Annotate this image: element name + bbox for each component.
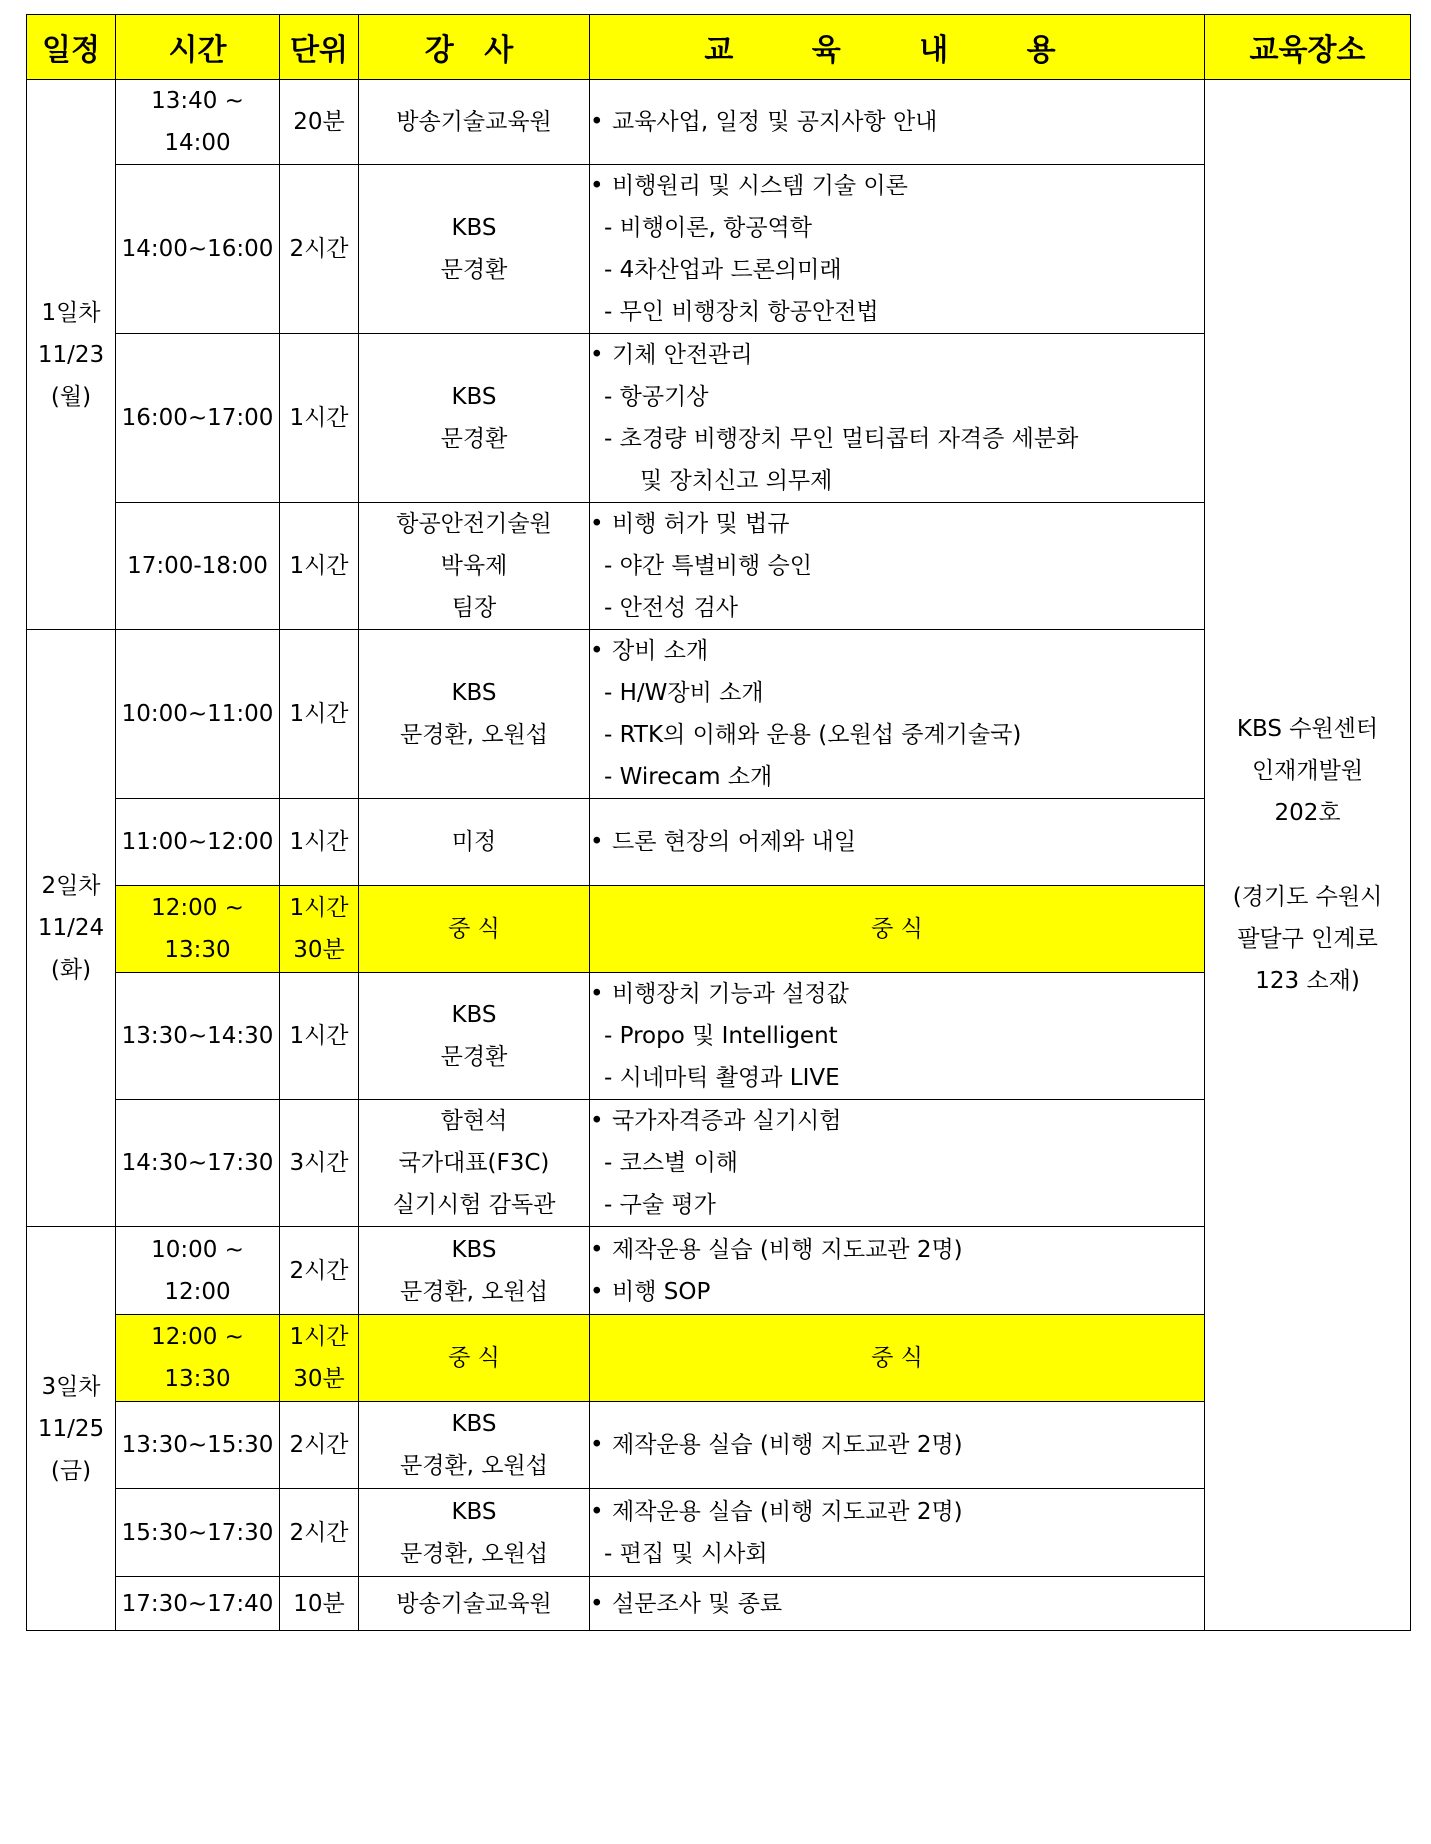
instructor-line: 문경환, 오원섭: [400, 722, 548, 748]
location-line: (경기도 수원시: [1232, 884, 1383, 910]
time-cell: 15:30~17:30: [116, 1489, 280, 1577]
instructor-line: 중 식: [448, 916, 500, 942]
content-bullet: • 비행장치 기능과 설정값: [590, 973, 1204, 1015]
day-label: [27, 1227, 116, 1631]
content-subitem: - 무인 비행장치 항공안전법: [590, 291, 1204, 333]
table-row: [27, 1577, 1411, 1631]
instructor-line: 문경환, 오원섭: [400, 1540, 548, 1567]
instructor-line: 문경환, 오원섭: [400, 1278, 548, 1305]
instructor-cell: [359, 334, 590, 503]
content-cell: [590, 630, 1205, 799]
content-subitem: - 안전성 검사: [590, 587, 1204, 629]
instructor-cell: [359, 165, 590, 334]
time-cell: 13:30~14:30: [116, 973, 280, 1100]
day-label-line: 3일차: [41, 1373, 101, 1400]
content-bullet: • 제작운용 실습 (비행 지도교관 2명): [590, 1229, 1204, 1271]
unit-cell: [280, 334, 359, 503]
instructor-line: 문경환, 오원섭: [400, 1453, 548, 1479]
time-cell: 16:00~17:00: [116, 334, 280, 503]
content-bullet: • 설문조사 및 종료: [590, 1583, 1204, 1625]
content-cell: [590, 1100, 1205, 1227]
location-line: KBS 수원센터: [1236, 716, 1379, 742]
time-cell: 12:00 ~ 13:30: [116, 1315, 280, 1402]
day-label-line: (월): [50, 383, 92, 410]
instructor-line: 문경환: [440, 1044, 508, 1070]
instructor-line: KBS: [451, 1236, 497, 1263]
instructor-line: 국가대표(F3C): [398, 1150, 550, 1176]
content-cell: [590, 503, 1205, 630]
content-bullet: • 교육사업, 일정 및 공지사항 안내: [590, 101, 1204, 143]
day-label-line: 2일차: [41, 873, 101, 899]
instructor-line: 항공안전기술원: [396, 511, 552, 537]
table-row: [27, 503, 1411, 630]
header-instructor: 강 사: [359, 15, 590, 80]
unit-cell: [280, 1315, 359, 1402]
table-row: [27, 1402, 1411, 1489]
header-time: 시간: [116, 15, 280, 80]
header-schedule: 일정: [27, 15, 116, 80]
schedule-table: [26, 14, 1411, 1631]
unit-cell: [280, 1489, 359, 1577]
instructor-line: 방송기술교육원: [396, 109, 552, 135]
table-row: [27, 1227, 1411, 1315]
content-subitem: - RTK의 이해와 운용 (오원섭 중계기술국): [590, 714, 1204, 756]
content-bullet: • 국가자격증과 실기시험: [590, 1100, 1204, 1142]
content-bullet: • 비행 허가 및 법규: [590, 503, 1204, 545]
location-line: [1205, 834, 1410, 876]
instructor-cell: [359, 799, 590, 886]
content-cell: 중 식: [590, 1315, 1205, 1402]
unit-line: 3시간: [289, 1150, 349, 1176]
unit-cell: [280, 80, 359, 165]
table-row: [27, 165, 1411, 334]
instructor-line: KBS: [451, 215, 497, 241]
instructor-line: KBS: [451, 1498, 497, 1525]
unit-line: 1시간: [289, 1023, 349, 1049]
unit-cell: [280, 1577, 359, 1631]
content-subitem: - 초경량 비행장치 무인 멀티콥터 자격증 세분화: [590, 418, 1204, 460]
content-cell: [590, 799, 1205, 886]
content-cell: [590, 1577, 1205, 1631]
instructor-line: KBS: [451, 680, 497, 706]
location-cell: [1205, 80, 1411, 1631]
content-subitem: - 편집 및 시사회: [590, 1533, 1204, 1575]
content-subitem: - 비행이론, 항공역학: [590, 207, 1204, 249]
instructor-cell: [359, 1489, 590, 1577]
instructor-cell: [359, 1227, 590, 1315]
content-cell: [590, 334, 1205, 503]
instructor-line: 문경환: [440, 257, 508, 283]
content-continuation: 및 장치신고 의무제: [640, 468, 833, 494]
instructor-line: KBS: [451, 384, 497, 410]
day-label-line: 11/23: [37, 341, 105, 368]
unit-line: 30분: [293, 1366, 345, 1392]
location-line: 인재개발원: [1251, 758, 1364, 784]
unit-line: 1시간: [289, 829, 349, 855]
schedule-body: [27, 80, 1411, 1631]
time-cell: 13:40 ~ 14:00: [116, 80, 280, 165]
table-row: [27, 334, 1411, 503]
unit-cell: [280, 630, 359, 799]
content-bullet: • 제작운용 실습 (비행 지도교관 2명): [590, 1491, 1204, 1533]
content-subitem: - 4차산업과 드론의미래: [590, 249, 1204, 291]
unit-line: 1시간: [289, 1324, 349, 1350]
header-unit: 단위: [280, 15, 359, 80]
unit-cell: [280, 973, 359, 1100]
lunch-row: [27, 1315, 1411, 1402]
content-subitem: - Propo 및 Intelligent: [590, 1015, 1204, 1057]
content-cell: [590, 973, 1205, 1100]
instructor-cell: [359, 503, 590, 630]
time-cell: 11:00~12:00: [116, 799, 280, 886]
time-cell: 12:00 ~ 13:30: [116, 886, 280, 973]
unit-line: 1시간: [289, 553, 349, 579]
unit-line: 1시간: [289, 405, 349, 431]
unit-line: 30분: [293, 937, 345, 963]
unit-cell: [280, 165, 359, 334]
table-row: [27, 1489, 1411, 1577]
time-cell: 14:00~16:00: [116, 165, 280, 334]
day-label: [27, 630, 116, 1227]
unit-line: 2시간: [289, 1432, 349, 1458]
unit-line: 20분: [293, 109, 345, 135]
day-label-line: 1일차: [41, 299, 101, 326]
table-row: [27, 1100, 1411, 1227]
instructor-line: 박육제: [440, 553, 508, 579]
instructor-line: KBS: [451, 1411, 497, 1437]
instructor-line: 미정: [451, 829, 497, 855]
content-cell: [590, 165, 1205, 334]
instructor-cell: [359, 1315, 590, 1402]
header-location: 교육장소: [1205, 15, 1411, 80]
instructor-line: 방송기술교육원: [396, 1590, 552, 1617]
unit-line: 2시간: [289, 1519, 349, 1546]
content-cell: [590, 1489, 1205, 1577]
instructor-line: 함현석: [440, 1108, 508, 1134]
content-subitem: - H/W장비 소개: [590, 672, 1204, 714]
instructor-cell: [359, 1402, 590, 1489]
instructor-cell: [359, 1100, 590, 1227]
content-subitem: - 항공기상: [590, 376, 1204, 418]
unit-cell: [280, 799, 359, 886]
unit-line: 2시간: [289, 1257, 349, 1284]
unit-line: 1시간: [289, 895, 349, 921]
time-cell: 17:00-18:00: [116, 503, 280, 630]
table-row: [27, 630, 1411, 799]
content-cell: 중 식: [590, 886, 1205, 973]
unit-cell: [280, 886, 359, 973]
table-row: [27, 799, 1411, 886]
content-bullet: • 제작운용 실습 (비행 지도교관 2명): [590, 1424, 1204, 1466]
instructor-cell: [359, 80, 590, 165]
content-bullet: • 기체 안전관리: [590, 334, 1204, 376]
content-subitem: - 시네마틱 촬영과 LIVE: [590, 1057, 1204, 1099]
content-bullet: • 드론 현장의 어제와 내일: [590, 821, 1204, 863]
time-cell: 13:30~15:30: [116, 1402, 280, 1489]
unit-cell: [280, 1100, 359, 1227]
day-label-line: 11/24: [37, 915, 105, 941]
content-subitem: - 구술 평가: [590, 1184, 1204, 1226]
header-content: 교 육 내 용: [590, 15, 1205, 80]
time-cell: 10:00 ~ 12:00: [116, 1227, 280, 1315]
unit-line: 10분: [293, 1590, 345, 1617]
instructor-cell: [359, 630, 590, 799]
header-row: [27, 15, 1411, 80]
location-line: 202호: [1274, 800, 1341, 826]
table-row: [27, 80, 1411, 165]
lunch-row: [27, 886, 1411, 973]
content-bullet: • 비행 SOP: [590, 1271, 1204, 1313]
time-cell: 14:30~17:30: [116, 1100, 280, 1227]
day-label-line: (금): [50, 1457, 92, 1484]
day-label-line: (화): [50, 957, 92, 983]
day-label: [27, 80, 116, 630]
location-line: 팔달구 인계로: [1237, 926, 1378, 952]
table-row: [27, 973, 1411, 1100]
instructor-line: 문경환: [440, 426, 508, 452]
content-cell: [590, 1227, 1205, 1315]
unit-cell: [280, 1402, 359, 1489]
instructor-line: 팀장: [451, 595, 497, 621]
unit-cell: [280, 503, 359, 630]
time-cell: 17:30~17:40: [116, 1577, 280, 1631]
day-label-line: 11/25: [37, 1415, 105, 1442]
instructor-line: 실기시험 감독관: [392, 1192, 556, 1218]
content-cell: [590, 80, 1205, 165]
instructor-cell: [359, 886, 590, 973]
instructor-cell: [359, 1577, 590, 1631]
location-line: 123 소재): [1255, 968, 1360, 994]
content-subitem: - 코스별 이해: [590, 1142, 1204, 1184]
instructor-line: 중 식: [448, 1345, 500, 1371]
content-subitem: - Wirecam 소개: [590, 756, 1204, 798]
unit-line: 2시간: [289, 236, 349, 262]
content-subitem: - 야간 특별비행 승인: [590, 545, 1204, 587]
time-cell: 10:00~11:00: [116, 630, 280, 799]
content-bullet: • 장비 소개: [590, 630, 1204, 672]
content-cell: [590, 1402, 1205, 1489]
unit-cell: [280, 1227, 359, 1315]
unit-line: 1시간: [289, 701, 349, 727]
instructor-cell: [359, 973, 590, 1100]
instructor-line: KBS: [451, 1002, 497, 1028]
content-bullet: • 비행원리 및 시스템 기술 이론: [590, 165, 1204, 207]
